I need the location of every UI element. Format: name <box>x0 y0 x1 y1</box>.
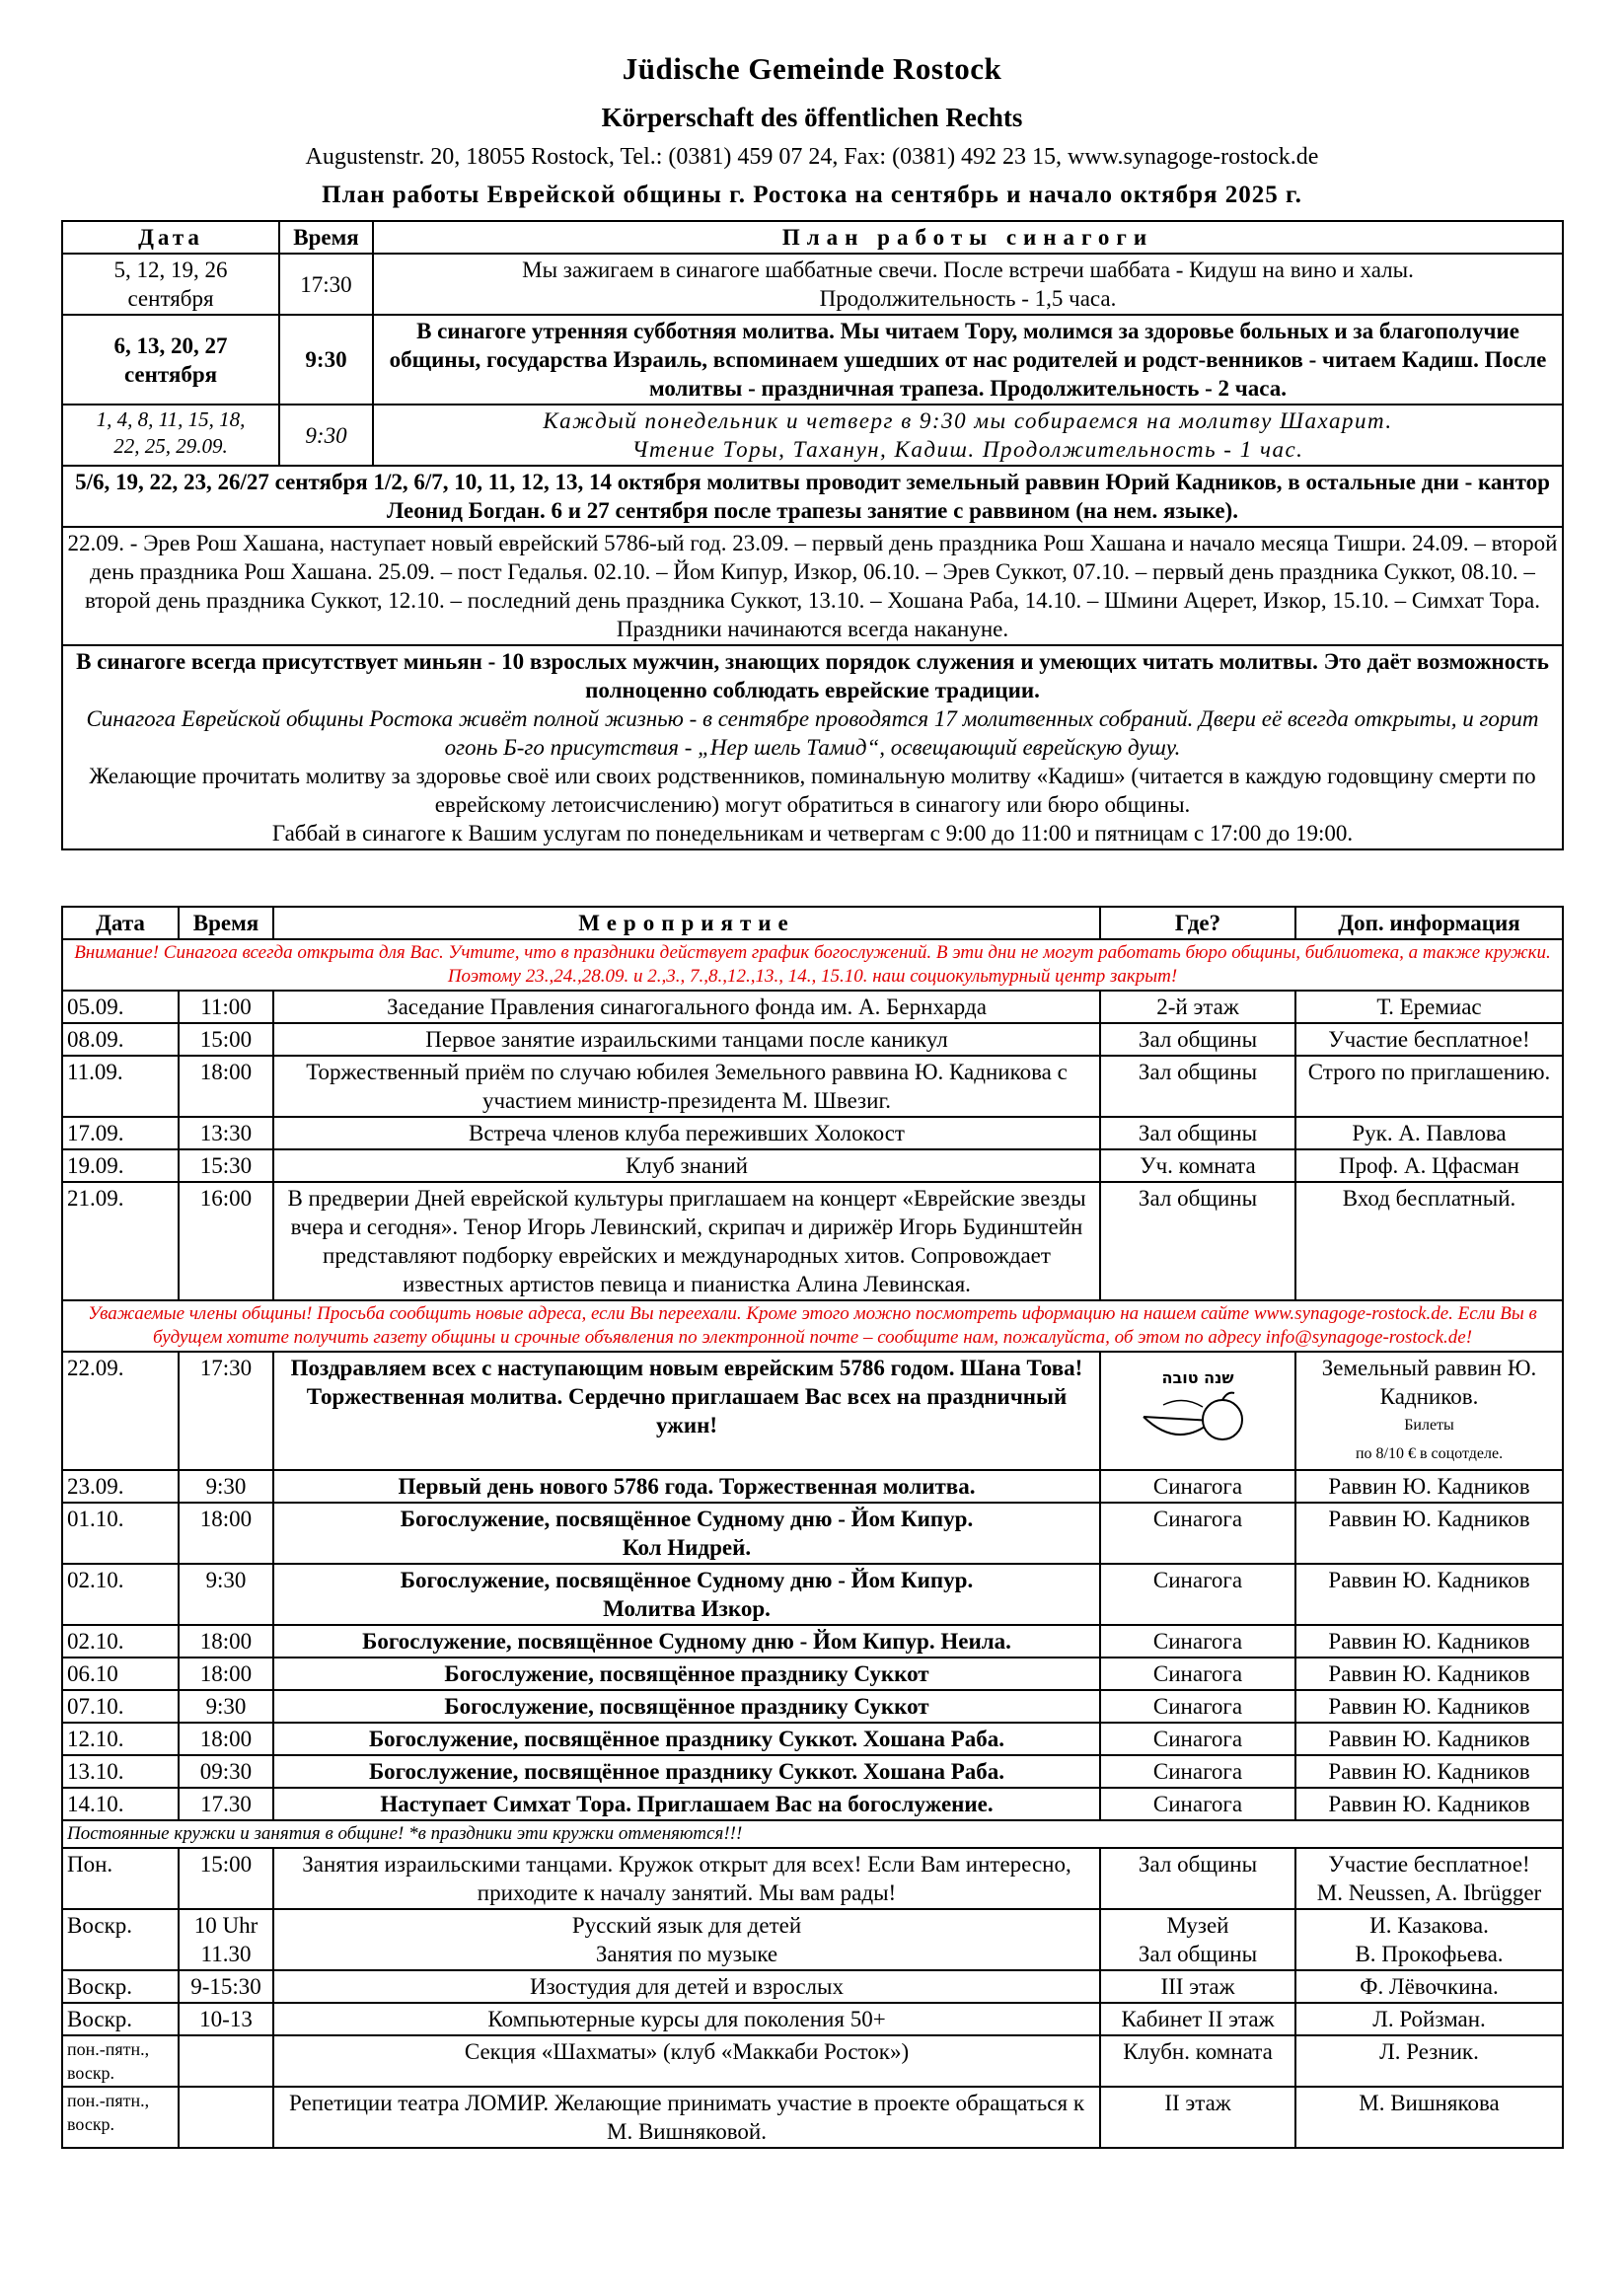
event-time: 10 Uhr 11.30 <box>179 1909 273 1970</box>
event-title: Богослужение, посвящённое празднику Суккот <box>273 1658 1100 1690</box>
table-row <box>62 315 1563 405</box>
event-info: Проф. А. Цфасман <box>1295 1149 1563 1182</box>
event-title: Секция «Шахматы» (клуб «Маккаби Росток») <box>273 2035 1100 2087</box>
row-text: Каждый понедельник и четверг в 9:30 мы собираемся на молитву Шахарит. Чтение Торы, Таханун, Кадиш. Продолжительность - 1 час. <box>373 405 1563 466</box>
event-date: 19.09. <box>62 1149 179 1182</box>
event-location: Синагога <box>1100 1690 1295 1723</box>
col-time-header: Время <box>279 221 373 254</box>
event-title: Торжественный приём по случаю юбилея Земельного раввина Ю. Кадникова с участием министр-президента М. Швезиг. <box>273 1056 1100 1117</box>
table-row <box>62 1690 1563 1723</box>
event-date: 02.10. <box>62 1625 179 1658</box>
col-event-header: Мероприятие <box>273 907 1100 939</box>
event-location: Зал общины <box>1100 1182 1295 1300</box>
row-text: В синагоге утренняя субботняя молитва. Мы читаем Тору, молимся за здоровье больных и за благополучие общины, государства Израиль, вспоминаем ушедших от нас родителей и родст-венников - читаем Кадиш. После молитвы - праздничная трапеза. Продолжительность - 2 часа. <box>373 315 1563 405</box>
event-location: Зал общины <box>1100 1117 1295 1149</box>
table-row <box>62 1564 1563 1625</box>
table-row <box>62 1909 1563 1970</box>
event-location: Синагога <box>1100 1625 1295 1658</box>
table-row <box>62 1848 1563 1909</box>
event-title: Встреча членов клуба переживших Холокост <box>273 1117 1100 1149</box>
event-date: 07.10. <box>62 1690 179 1723</box>
event-time: 18:00 <box>179 1723 273 1755</box>
table-row <box>62 1182 1563 1300</box>
event-date: 02.10. <box>62 1564 179 1625</box>
table-row <box>62 254 1563 315</box>
event-date: Пон. <box>62 1848 179 1909</box>
event-date: 17.09. <box>62 1117 179 1149</box>
event-info: Ф. Лёвочкина. <box>1295 1970 1563 2003</box>
event-time: 17:30 <box>179 1352 273 1470</box>
minyan-text: В синагоге всегда присутствует миньян - 10 взрослых мужчин, знающих порядок служения и умеющих читать молитвы. Это даёт возможность полноценно соблюдать еврейские традиции. <box>76 649 1549 702</box>
event-time: 15:00 <box>179 1848 273 1909</box>
row-text: Мы зажигаем в синагоге шаббатные свечи. После встречи шаббата - Кидуш на вино и халы. Продолжительность - 1,5 часа. <box>373 254 1563 315</box>
event-date: Воскр. <box>62 1970 179 2003</box>
table-row <box>62 1755 1563 1788</box>
event-location: Зал общины <box>1100 1023 1295 1056</box>
event-title: Богослужение, посвящённое празднику Суккот. Хошана Раба. <box>273 1755 1100 1788</box>
event-time: 18:00 <box>179 1056 273 1117</box>
table-row <box>62 1658 1563 1690</box>
col-time-header: Время <box>179 907 273 939</box>
event-title: Богослужение, посвящённое Судному дню - Йом Кипур. Молитва Изкор. <box>273 1564 1100 1625</box>
event-location: III этаж <box>1100 1970 1295 2003</box>
table-row <box>62 2003 1563 2035</box>
event-date: 05.09. <box>62 991 179 1023</box>
event-location: Кабинет II этаж <box>1100 2003 1295 2035</box>
table-row <box>62 405 1563 466</box>
table-header-row <box>62 221 1563 254</box>
event-location: Зал общины <box>1100 1056 1295 1117</box>
event-time: 09:30 <box>179 1755 273 1788</box>
notice-circles: Постоянные кружки и занятия в общине! *в праздники эти кружки отменяются!!! <box>62 1820 1563 1848</box>
event-info: Вход бесплатный. <box>1295 1182 1563 1300</box>
event-location: Синагога <box>1100 1470 1295 1503</box>
event-location: II этаж <box>1100 2087 1295 2148</box>
event-time <box>179 2087 273 2148</box>
table-row <box>62 1149 1563 1182</box>
event-title: Наступает Симхат Тора. Приглашаем Вас на богослужение. <box>273 1788 1100 1820</box>
event-info <box>1295 1352 1563 1470</box>
col-plan-header: План работы синагоги <box>373 221 1563 254</box>
table-row <box>62 1470 1563 1503</box>
event-time: 9:30 <box>179 1690 273 1723</box>
event-title: Занятия израильскими танцами. Кружок открыт для всех! Если Вам интересно, приходите к началу занятий. Мы вам рады! <box>273 1848 1100 1909</box>
shana-tova-logo-text: שנה טובה <box>1161 1367 1234 1387</box>
event-info-price: по 8/10 € в соцотделе. <box>1355 1445 1504 1462</box>
synagogue-plan-table <box>61 220 1564 850</box>
event-time <box>179 2035 273 2087</box>
event-info: Т. Еремиас <box>1295 991 1563 1023</box>
event-date: 21.09. <box>62 1182 179 1300</box>
event-time: 9:30 <box>179 1470 273 1503</box>
row-time: 9:30 <box>279 315 373 405</box>
org-subtitle: Körperschaft des öffentlichen Rechts <box>601 103 1023 132</box>
notice-contact: Уважаемые члены общины! Просьба сообщить новые адреса, если Вы переехали. Кроме этого можно посмотреть иформацию на нашем сайте www.synagoge-rostock.de. Если Вы в будущем хотите получить газету общины и срочные объявления по электронной почте – сообщите нам, пожалуйста, об этом по адресу info@synagoge-rostock.de! <box>62 1300 1563 1352</box>
event-info: Рук. А. Павлова <box>1295 1117 1563 1149</box>
event-info: Раввин Ю. Кадников <box>1295 1625 1563 1658</box>
event-time: 13:30 <box>179 1117 273 1149</box>
event-location: Синагога <box>1100 1564 1295 1625</box>
table-row <box>62 1300 1563 1352</box>
event-time: 11:00 <box>179 991 273 1023</box>
event-info: Раввин Ю. Кадников <box>1295 1723 1563 1755</box>
event-date: пон.-пятн., воскр. <box>62 2087 179 2148</box>
org-address: Augustenstr. 20, 18055 Rostock, Tel.: (0381) 459 07 24, Fax: (0381) 492 23 15, www.synagoge-rostock.de <box>305 144 1319 170</box>
gabbai-hours-text: Габбай в синагоге к Вашим услугам по понедельникам и четвергам с 9:00 до 11:00 и пятницам с 17:00 до 19:00. <box>271 821 1354 846</box>
event-title: Изостудия для детей и взрослых <box>273 1970 1100 2003</box>
event-info: Раввин Ю. Кадников <box>1295 1788 1563 1820</box>
shana-tova-logo-cell <box>1100 1352 1295 1470</box>
event-info: Раввин Ю. Кадников <box>1295 1690 1563 1723</box>
event-title: Заседание Правления синагогального фонда им. А. Бернхарда <box>273 991 1100 1023</box>
event-info-tickets: Билеты <box>1404 1417 1454 1434</box>
event-title: В предверии Дней еврейской культуры приглашаем на концерт «Еврейские звезды вчера и сегодня». Тенор Игорь Левинский, скрипач и дирижёр Игорь Будинштейн представляют подборку еврейских и международных хитов. Сопровождает известных артистов певица и пианистка Алина Левинская. <box>273 1182 1100 1300</box>
event-date: 06.10 <box>62 1658 179 1690</box>
event-date: 23.09. <box>62 1470 179 1503</box>
rabbi-schedule: 5/6, 19, 22, 23, 26/27 сентября 1/2, 6/7, 10, 11, 12, 13, 14 октября молитвы проводит земельный раввин Юрий Кадников, в остальные дни - кантор Леонид Богдан. 6 и 27 сентября после трапезы занятие с раввином (на нем. языке). <box>62 466 1563 527</box>
table-row <box>62 1023 1563 1056</box>
row-date: 5, 12, 19, 26 сентября <box>62 254 279 315</box>
event-date: 01.10. <box>62 1503 179 1564</box>
event-info: Раввин Ю. Кадников <box>1295 1564 1563 1625</box>
event-location: Уч. комната <box>1100 1149 1295 1182</box>
event-title: Первое занятие израильскими танцами после каникул <box>273 1023 1100 1056</box>
table-row <box>62 1117 1563 1149</box>
event-time: 9-15:30 <box>179 1970 273 2003</box>
event-location: Синагога <box>1100 1503 1295 1564</box>
event-time: 16:00 <box>179 1182 273 1300</box>
event-info: Раввин Ю. Кадников <box>1295 1658 1563 1690</box>
shana-tova-logo <box>1134 1365 1262 1450</box>
org-title: Jüdische Gemeinde Rostock <box>622 51 1002 86</box>
event-time: 15:30 <box>179 1149 273 1182</box>
prayer-request-text: Желающие прочитать молитву за здоровье своё или своих родственников, поминальную молитву «Кадиш» (читается в каждую годовщину смерти по еврейскому летоисчислению) могут обратиться в синагогу или бюро общины. <box>89 764 1536 817</box>
event-date: Воскр. <box>62 2003 179 2035</box>
row-time: 17:30 <box>279 254 373 315</box>
col-date-header: Дата <box>62 221 279 254</box>
event-time: 18:00 <box>179 1503 273 1564</box>
minyan-info <box>62 645 1563 849</box>
event-location: Синагога <box>1100 1788 1295 1820</box>
event-time: 17.30 <box>179 1788 273 1820</box>
event-time: 10-13 <box>179 2003 273 2035</box>
table-row <box>62 1503 1563 1564</box>
row-date: 6, 13, 20, 27 сентября <box>62 315 279 405</box>
event-location: Синагога <box>1100 1723 1295 1755</box>
event-title: Клуб знаний <box>273 1149 1100 1182</box>
table-row <box>62 939 1563 991</box>
event-location: Синагога <box>1100 1755 1295 1788</box>
table-row <box>62 2087 1563 2148</box>
event-title: Русский язык для детей Занятия по музыке <box>273 1909 1100 1970</box>
table-row <box>62 466 1563 527</box>
event-time: 18:00 <box>179 1658 273 1690</box>
event-title: Богослужение, посвящённое Судному дню - Йом Кипур. Неила. <box>273 1625 1100 1658</box>
table-row <box>62 1820 1563 1848</box>
event-info: Раввин Ю. Кадников <box>1295 1470 1563 1503</box>
event-info: Участие бесплатное! <box>1295 1023 1563 1056</box>
event-title: Богослужение, посвящённое празднику Суккот <box>273 1690 1100 1723</box>
event-date: 12.10. <box>62 1723 179 1755</box>
event-time: 9:30 <box>179 1564 273 1625</box>
event-date: 08.09. <box>62 1023 179 1056</box>
event-title: Богослужение, посвящённое празднику Суккот. Хошана Раба. <box>273 1723 1100 1755</box>
table-row <box>62 1788 1563 1820</box>
event-info-main: Земельный раввин Ю. Кадников. <box>1321 1356 1537 1409</box>
event-location: Музей Зал общины <box>1100 1909 1295 1970</box>
col-info-header: Доп. информация <box>1295 907 1563 939</box>
event-info: И. Казакова. В. Прокофьева. <box>1295 1909 1563 1970</box>
table-row <box>62 645 1563 849</box>
row-time: 9:30 <box>279 405 373 466</box>
event-info: Раввин Ю. Кадников <box>1295 1503 1563 1564</box>
synagogue-life-text: Синагога Еврейской общины Ростока живёт полной жизнью - в сентябре проводятся 17 молитвенных собраний. Двери её всегда открыты, и горит огонь Б-гo присутствия - „Нер шель Тамид“, освещающий еврейскую душу. <box>86 706 1539 760</box>
row-date: 1, 4, 8, 11, 15, 18, 22, 25, 29.09. <box>62 405 279 466</box>
table-row <box>62 1625 1563 1658</box>
event-time: 18:00 <box>179 1625 273 1658</box>
event-info: Л. Ройзман. <box>1295 2003 1563 2035</box>
event-date: 22.09. <box>62 1352 179 1470</box>
event-location: 2-й этаж <box>1100 991 1295 1023</box>
event-date: 13.10. <box>62 1755 179 1788</box>
event-location: Клубн. комната <box>1100 2035 1295 2087</box>
event-info: Участие бесплатное! M. Neussen, A. Ibrügger <box>1295 1848 1563 1909</box>
events-table <box>61 906 1564 2149</box>
event-info: Л. Резник. <box>1295 2035 1563 2087</box>
event-title: Поздравляем всех с наступающим новым еврейским 5786 годом. Шана Това! Торжественная молитва. Сердечно приглашаем Вас всех на праздничный ужин! <box>273 1352 1100 1470</box>
table-row <box>62 2035 1563 2087</box>
event-title: Репетиции театра ЛОМИР. Желающие принимать участие в проекте обращаться к М. Вишняковой. <box>273 2087 1100 2148</box>
event-date: пон.-пятн., воскр. <box>62 2035 179 2087</box>
event-title: Богослужение, посвящённое Судному дню - Йом Кипур. Кол Нидрей. <box>273 1503 1100 1564</box>
table-row <box>62 991 1563 1023</box>
table-row <box>62 1056 1563 1117</box>
event-title: Первый день нового 5786 года. Торжественная молитва. <box>273 1470 1100 1503</box>
table-header-row <box>62 907 1563 939</box>
table-row <box>62 1970 1563 2003</box>
holidays-list: 22.09. - Эрев Рош Хашана, наступает новый еврейский 5786-ый год. 23.09. – первый день праздника Рош Хашана и начало месяца Тишри. 24.09. – второй день праздника Рош Хашана. 25.09. – пост Гедалья. 02.10. – Йом Кипур, Изкор, 06.10. – Эрев Суккот, 07.10. – первый день праздника Суккот, 08.10. – второй день праздника Суккот, 12.10. – последний день праздника Суккот, 13.10. – Хошана Раба, 14.10. – Шмини Ацерет, Изкор, 15.10. – Симхат Тора. Праздники начинаются всегда накануне. <box>62 527 1563 645</box>
plan-title: План работы Еврейской общины г. Ростока на сентябрь и начало октября 2025 г. <box>322 182 1302 208</box>
table-row <box>62 527 1563 645</box>
event-date: 14.10. <box>62 1788 179 1820</box>
event-info: Раввин Ю. Кадников <box>1295 1755 1563 1788</box>
table-row <box>62 1352 1563 1470</box>
event-date: Воскр. <box>62 1909 179 1970</box>
event-time: 15:00 <box>179 1023 273 1056</box>
notice-holidays: Внимание! Синагога всегда открыта для Вас. Учтите, что в праздники действует график богослужений. В эти дни не могут работать бюро общины, библиотека, а также кружки. Поэтому 23.,24.,28.09. и 2.,3., 7.,8.,12.,13., 14., 15.10. наш социокультурный центр закрыт! <box>62 939 1563 991</box>
event-date: 11.09. <box>62 1056 179 1117</box>
table-row <box>62 1723 1563 1755</box>
event-title: Компьютерные курсы для поколения 50+ <box>273 2003 1100 2035</box>
event-info: М. Вишнякова <box>1295 2087 1563 2148</box>
col-date-header: Дата <box>62 907 179 939</box>
event-location: Синагога <box>1100 1658 1295 1690</box>
event-info: Строго по приглашению. <box>1295 1056 1563 1117</box>
event-location: Зал общины <box>1100 1848 1295 1909</box>
col-where-header: Где? <box>1100 907 1295 939</box>
